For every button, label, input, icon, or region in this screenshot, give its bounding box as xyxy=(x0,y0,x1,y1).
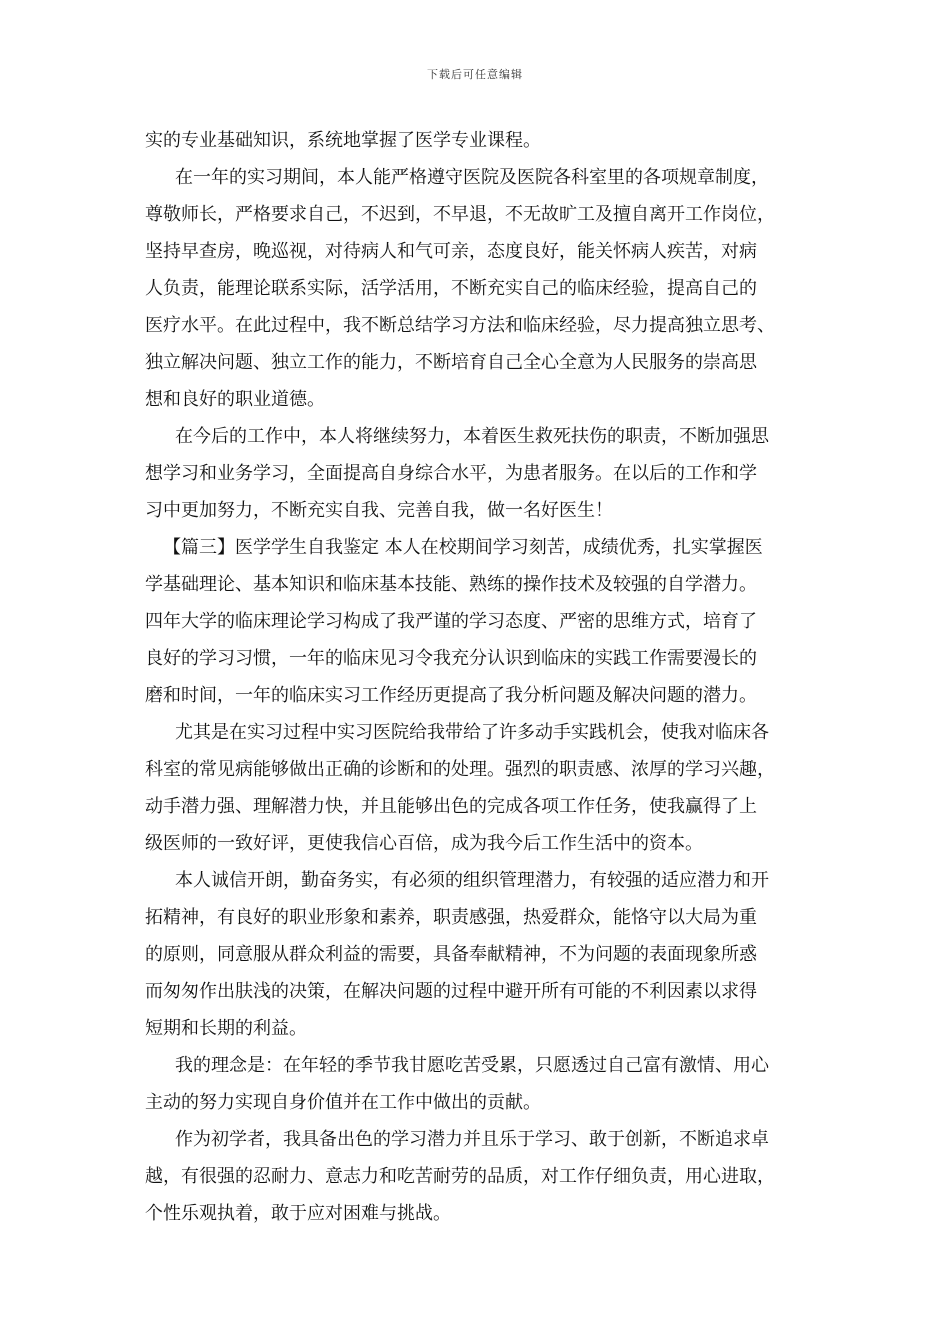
page-header: 下载后可任意编辑 xyxy=(427,68,523,81)
text-line: 短期和长期的利益。 xyxy=(145,1018,307,1039)
text-line: 我的理念是：在年轻的季节我甘愿吃苦受累，只愿透过自己富有激情、用心 xyxy=(175,1055,769,1076)
text-line: 坚持早查房，晚巡视，对待病人和气可亲，态度良好，能关怀病人疾苦，对病 xyxy=(145,241,757,262)
text-line: 而匆匆作出肤浅的决策，在解决问题的过程中避开所有可能的不利因素以求得 xyxy=(145,981,757,1002)
text-line: 习中更加努力，不断充实自我、完善自我，做一名好医生！ xyxy=(145,500,613,521)
text-line: 磨和时间，一年的临床实习工作经历更提高了我分析问题及解决问题的潜力。 xyxy=(145,685,757,706)
text-line: 【篇三】医学学生自我鉴定 本人在校期间学习刻苦，成绩优秀，扎实掌握医 xyxy=(163,537,763,558)
text-line: 作为初学者，我具备出色的学习潜力并且乐于学习、敢于创新，不断追求卓 xyxy=(175,1129,769,1150)
text-line: 想和良好的职业道德。 xyxy=(145,389,325,410)
text-line: 实的专业基础知识，系统地掌握了医学专业课程。 xyxy=(145,130,541,151)
text-line: 医疗水平。在此过程中，我不断总结学习方法和临床经验，尽力提高独立思考、 xyxy=(145,315,775,336)
text-line: 四年大学的临床理论学习构成了我严谨的学习态度、严密的思维方式，培育了 xyxy=(145,611,757,632)
text-line: 的原则，同意服从群众利益的需要，具备奉献精神，不为问题的表面现象所惑 xyxy=(145,944,757,965)
text-line: 本人诚信开朗，勤奋务实，有必须的组织管理潜力，有较强的适应潜力和开 xyxy=(175,870,769,891)
text-line: 主动的努力实现自身价值并在工作中做出的贡献。 xyxy=(145,1092,541,1113)
text-line: 拓精神，有良好的职业形象和素养，职责感强，热爱群众，能恪守以大局为重 xyxy=(145,907,757,928)
text-line: 想学习和业务学习，全面提高自身综合水平，为患者服务。在以后的工作和学 xyxy=(145,463,757,484)
text-line: 在今后的工作中，本人将继续努力，本着医生救死扶伤的职责，不断加强思 xyxy=(175,426,769,447)
text-line: 学基础理论、基本知识和临床基本技能、熟练的操作技术及较强的自学潜力。 xyxy=(145,574,757,595)
text-line: 人负责，能理论联系实际，活学活用，不断充实自己的临床经验，提高自己的 xyxy=(145,278,757,299)
text-line: 尤其是在实习过程中实习医院给我带给了许多动手实践机会，使我对临床各 xyxy=(175,722,769,743)
text-line: 个性乐观执着，敢于应对困难与挑战。 xyxy=(145,1203,451,1224)
document-body xyxy=(145,122,825,1232)
text-line: 尊敬师长，严格要求自己，不迟到，不早退，不无故旷工及擅自离开工作岗位， xyxy=(145,204,775,225)
text-line: 良好的学习习惯，一年的临床见习令我充分认识到临床的实践工作需要漫长的 xyxy=(145,648,757,669)
text-line: 越，有很强的忍耐力、意志力和吃苦耐劳的品质，对工作仔细负责，用心进取， xyxy=(145,1166,775,1187)
text-line: 科室的常见病能够做出正确的诊断和的处理。强烈的职责感、浓厚的学习兴趣， xyxy=(145,759,775,780)
text-line: 动手潜力强、理解潜力快，并且能够出色的完成各项工作任务，使我赢得了上 xyxy=(145,796,757,817)
text-line: 独立解决问题、独立工作的能力，不断培育自己全心全意为人民服务的崇高思 xyxy=(145,352,757,373)
text-line: 在一年的实习期间，本人能严格遵守医院及医院各科室里的各项规章制度， xyxy=(175,167,769,188)
text-line: 级医师的一致好评，更使我信心百倍，成为我今后工作生活中的资本。 xyxy=(145,833,703,854)
